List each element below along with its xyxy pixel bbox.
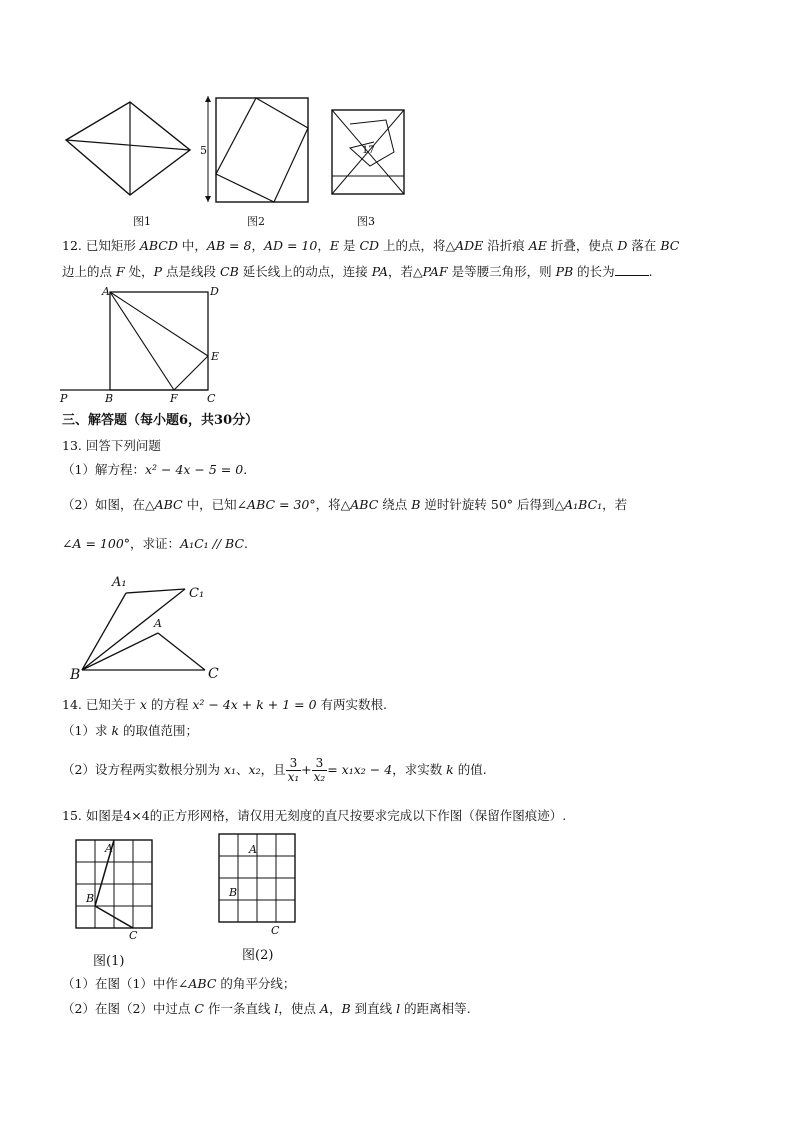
q13-label-C: C bbox=[208, 666, 219, 682]
q13-p2-d: 绕点 bbox=[378, 497, 412, 512]
q12-label-C: C bbox=[207, 392, 216, 405]
q12-bc: BC bbox=[660, 238, 680, 253]
q15-fig1-label-A: A bbox=[105, 842, 113, 855]
q13-p2-bpoint: B bbox=[411, 497, 421, 512]
q12-text-end: . bbox=[648, 264, 653, 279]
q13-label-C1: C₁ bbox=[189, 586, 205, 601]
q15-part-2 bbox=[62, 1001, 471, 1017]
q12-text-q: 的长为 bbox=[573, 264, 615, 279]
q13-part-1 bbox=[62, 462, 247, 478]
q14-p2-x2: x₂ bbox=[248, 762, 261, 777]
q12-text-p: 是等腰三角形，则 bbox=[447, 264, 556, 279]
q12-ae: AE bbox=[528, 238, 547, 253]
q15-fig2-label-A: A bbox=[249, 843, 257, 856]
q14-p1-a: （1）求 bbox=[62, 723, 112, 738]
q14-t-x: x bbox=[139, 697, 147, 712]
q12-text-l: 处， bbox=[124, 264, 154, 279]
q14-p2-c: ，求实数 bbox=[392, 762, 447, 777]
q14-p2-d: 的值. bbox=[453, 762, 487, 777]
q15-fig2-caption: 图(2) bbox=[242, 948, 274, 963]
q12-text-k: 边上的点 bbox=[62, 264, 116, 279]
q12-e: E bbox=[329, 238, 339, 253]
figure-1-label: 图1 bbox=[133, 215, 151, 228]
q12-cb: CB bbox=[220, 264, 239, 279]
q15-p2-l2: l bbox=[396, 1001, 401, 1016]
q14-plus: + bbox=[301, 762, 312, 777]
q15-p2-d: ，使点 bbox=[278, 1001, 320, 1016]
q13-p2-a1bc1: A₁BC₁ bbox=[564, 497, 603, 512]
q12-text-m: 点是线段 bbox=[162, 264, 221, 279]
q12-ad: AD = 10 bbox=[263, 238, 318, 253]
q14-frac2-den: x₂ bbox=[313, 770, 326, 784]
q12-label-F: F bbox=[170, 392, 178, 405]
q12-text-a: 12. 已知矩形 bbox=[62, 238, 140, 253]
q14-p2-a: （2）设方程两实数根分别为 bbox=[62, 762, 224, 777]
q13-label-A1: A₁ bbox=[112, 575, 127, 590]
q15-p2-f: 到直线 bbox=[350, 1001, 397, 1016]
q12-d: D bbox=[617, 238, 628, 253]
q13-label-B: B bbox=[70, 667, 81, 683]
q12-paf: PAF bbox=[422, 264, 448, 279]
q15-p2-A: A bbox=[319, 1001, 329, 1016]
q13-p3-end: . bbox=[244, 536, 249, 551]
q14-frac2-num: 3 bbox=[312, 757, 328, 771]
q14-title bbox=[62, 697, 387, 713]
q14-part-1 bbox=[62, 723, 198, 739]
q12-text-j: 落在 bbox=[627, 238, 661, 253]
q14-part-2 bbox=[62, 756, 487, 786]
figure-3-mark: 17 bbox=[362, 145, 375, 156]
q13-title: 13. 回答下列问题 bbox=[62, 438, 161, 453]
q15-p2-a: （2）在图（2）中过点 bbox=[62, 1001, 195, 1016]
q12-text-g: 上的点，将△ bbox=[379, 238, 456, 253]
q15-p2-B: B bbox=[341, 1001, 351, 1016]
figure-2-dimension-label: 5 bbox=[200, 144, 207, 157]
q14-p1-b: 的取值范围； bbox=[119, 723, 198, 738]
q13-p1-text: （1）解方程： bbox=[62, 462, 145, 477]
q13-equation: x² − 4x − 5 = 0 bbox=[144, 462, 244, 477]
q12-answer-blank bbox=[615, 264, 649, 276]
q15-p1-abc: ABC bbox=[188, 976, 217, 991]
q15-p2-g: 的距离相等. bbox=[400, 1001, 471, 1016]
q13-p2-c: ，将△ bbox=[315, 497, 351, 512]
q12-cd: CD bbox=[359, 238, 380, 253]
q15-p1-b: 的角平分线； bbox=[216, 976, 296, 991]
q12-rectangle-figure bbox=[58, 284, 228, 404]
q14-t-a: 14. 已知关于 bbox=[62, 697, 140, 712]
q13-p2-abc: ABC bbox=[154, 497, 183, 512]
q12-ade: ADE bbox=[455, 238, 484, 253]
q15-fig1-caption: 图(1) bbox=[93, 954, 125, 969]
q12-label-E: E bbox=[211, 350, 220, 363]
q14-frac1-den: x₁ bbox=[287, 770, 300, 784]
q15-grid-figure-2 bbox=[215, 830, 305, 930]
q12-label-B: B bbox=[105, 392, 114, 405]
q14-equation: x² − 4x + k + 1 = 0 bbox=[192, 697, 317, 712]
q12-pa: PA bbox=[371, 264, 389, 279]
q12-text-i: 折叠，使点 bbox=[546, 238, 618, 253]
q13-p3-a: ∠ bbox=[62, 536, 73, 551]
q15-grid-figure-1 bbox=[72, 836, 162, 936]
q13-p2-b: 中，已知∠ bbox=[182, 497, 248, 512]
q14-p2-x1: x₁ bbox=[223, 762, 236, 777]
q13-p3-b: ，求证： bbox=[130, 536, 181, 551]
q15-fig2-label-B: B bbox=[229, 886, 238, 899]
section-3-heading: 三、解答题（每小题6，共30分） bbox=[62, 413, 259, 428]
q12-label-D: D bbox=[210, 285, 219, 298]
q12-line-1 bbox=[62, 238, 679, 254]
q15-p2-c: C bbox=[194, 1001, 204, 1016]
q12-text-b: 中， bbox=[177, 238, 207, 253]
q15-p2-e: ， bbox=[328, 1001, 342, 1016]
q12-text-h: 沿折痕 bbox=[483, 238, 529, 253]
q12-text-n: 延长线上的动点，连接 bbox=[238, 264, 372, 279]
q13-part-2 bbox=[62, 497, 627, 513]
figure-3-label: 图3 bbox=[357, 215, 375, 228]
q14-p2-sep: 、 bbox=[236, 762, 249, 777]
q14-fraction-2 bbox=[312, 757, 328, 784]
q13-label-A: A bbox=[154, 617, 162, 630]
q14-fraction-1 bbox=[286, 757, 302, 784]
q15-title: 15. 如图是4×4的正方形网格，请仅用无刻度的直尺按要求完成以下作图（保留作图痕迹）. bbox=[62, 808, 567, 823]
q12-label-P: P bbox=[60, 392, 68, 405]
q13-p3-relation: A₁C₁ // BC bbox=[180, 536, 245, 551]
q15-p2-b: 作一条直线 bbox=[203, 1001, 275, 1016]
q14-p2-rhs: = x₁x₂ − 4 bbox=[327, 762, 393, 777]
q13-part-2-cont bbox=[62, 536, 248, 552]
q14-frac1-num: 3 bbox=[286, 757, 302, 771]
q12-text-c: ， bbox=[251, 238, 264, 253]
q13-p1-end: . bbox=[243, 462, 248, 477]
q12-line-2 bbox=[62, 264, 653, 280]
q15-fig2-label-C: C bbox=[271, 924, 280, 937]
figure-1-kite bbox=[62, 100, 202, 200]
q13-p2-e: 逆时针旋转 50° 后得到△ bbox=[420, 497, 565, 512]
q13-rotation-figure bbox=[70, 575, 230, 685]
q13-p3-angle: A = 100° bbox=[72, 536, 131, 551]
q15-part-1 bbox=[62, 976, 295, 992]
q13-p2-a: （2）如图，在△ bbox=[62, 497, 155, 512]
figure-2-square-in-rect bbox=[198, 94, 318, 204]
q14-p1-k: k bbox=[111, 723, 120, 738]
q14-t-b: 的方程 bbox=[146, 697, 193, 712]
q13-p2-angle: ABC = 30° bbox=[247, 497, 316, 512]
q12-text-o: ，若△ bbox=[388, 264, 423, 279]
q12-f: F bbox=[115, 264, 125, 279]
q12-abcd: ABCD bbox=[139, 238, 178, 253]
q15-fig1-label-C: C bbox=[129, 929, 138, 942]
q12-ab: AB = 8 bbox=[206, 238, 252, 253]
q14-p2-k: k bbox=[446, 762, 454, 777]
q13-p2-abc2: ABC bbox=[350, 497, 379, 512]
q12-text-f: 是 bbox=[338, 238, 360, 253]
q12-pb: PB bbox=[555, 264, 574, 279]
q14-t-c: 有两实数根. bbox=[316, 697, 388, 712]
q14-p2-b: ，且 bbox=[260, 762, 286, 777]
q12-label-A: A bbox=[102, 285, 110, 298]
q15-p2-l: l bbox=[274, 1001, 279, 1016]
q15-fig1-label-B: B bbox=[86, 892, 95, 905]
figure-2-label: 图2 bbox=[247, 215, 265, 228]
q15-p1-a: （1）在图（1）中作∠ bbox=[62, 976, 189, 991]
q12-text-d: ， bbox=[317, 238, 330, 253]
q13-p2-f: ，若 bbox=[602, 497, 628, 512]
q12-p: P bbox=[153, 264, 163, 279]
